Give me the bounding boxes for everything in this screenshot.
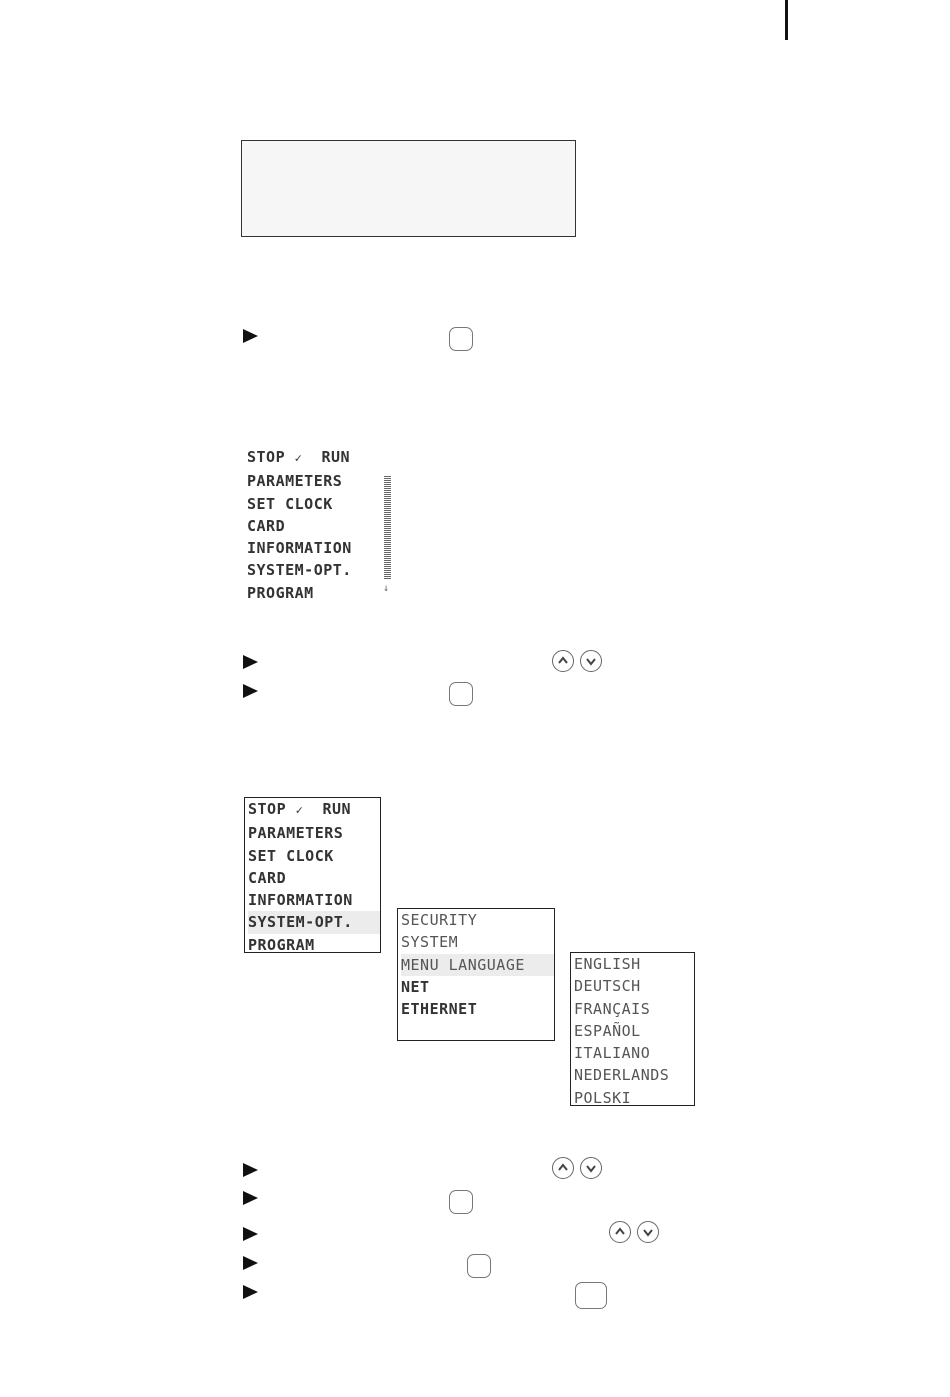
scroll-down-arrow-icon: ↓ <box>383 583 390 594</box>
status-run: RUN <box>322 800 352 818</box>
menu-item-parameters[interactable]: PARAMETERS <box>248 824 344 843</box>
menu-item-card[interactable]: CARD <box>248 868 287 887</box>
status-line <box>247 446 352 468</box>
lcd-display-box <box>241 140 576 237</box>
menu-item-system-opt[interactable]: SYSTEM-OPT. <box>248 911 380 933</box>
submenu-item-system[interactable]: SYSTEM <box>401 933 459 952</box>
main-menu <box>247 446 352 604</box>
menu-item-system-opt[interactable]: SYSTEM-OPT. <box>247 561 352 580</box>
step-bullet-icon <box>243 1285 258 1299</box>
status-stop: STOP <box>247 448 286 466</box>
language-item-francais[interactable]: FRANÇAIS <box>574 999 651 1018</box>
main-menu-framed <box>244 797 381 953</box>
menu-item-program[interactable]: PROGRAM <box>248 935 315 954</box>
ok-key-icon[interactable] <box>449 1190 473 1214</box>
language-item-english[interactable]: ENGLISH <box>574 955 641 973</box>
page-margin-line <box>785 0 788 40</box>
submenu-item-net[interactable]: NET <box>401 977 430 996</box>
language-item-nederlands[interactable]: NEDERLANDS <box>574 1066 670 1085</box>
menu-item-information[interactable]: INFORMATION <box>248 891 353 910</box>
cursor-up-icon[interactable] <box>609 1221 631 1243</box>
submenu-item-menu-language[interactable]: MENU LANGUAGE <box>401 954 554 976</box>
scrollbar[interactable] <box>384 476 391 580</box>
cursor-down-icon[interactable] <box>580 650 602 672</box>
ok-key-icon[interactable] <box>449 327 473 351</box>
menu-item-program[interactable]: PROGRAM <box>247 583 314 602</box>
check-icon: ✓ <box>295 803 304 817</box>
step-bullet-icon <box>243 1191 258 1205</box>
language-item-italiano[interactable]: ITALIANO <box>574 1044 651 1063</box>
submenu-item-ethernet[interactable]: ETHERNET <box>401 1000 478 1019</box>
esc-key-icon[interactable] <box>575 1282 607 1309</box>
status-line <box>248 798 380 820</box>
ok-key-icon[interactable] <box>449 682 473 706</box>
step-bullet-icon <box>243 1256 258 1270</box>
cursor-up-icon[interactable] <box>552 650 574 672</box>
language-menu <box>570 952 695 1106</box>
check-icon: ✓ <box>294 451 303 465</box>
language-item-deutsch[interactable]: DEUTSCH <box>574 977 641 996</box>
language-item-polski[interactable]: POLSKI <box>574 1088 632 1107</box>
cursor-down-icon[interactable] <box>580 1157 602 1179</box>
system-opt-menu <box>397 908 555 1041</box>
status-run: RUN <box>321 448 351 466</box>
step-bullet-icon <box>243 1227 258 1241</box>
ok-key-icon[interactable] <box>467 1254 491 1278</box>
menu-item-information[interactable]: INFORMATION <box>247 539 352 558</box>
step-bullet-icon <box>243 655 258 669</box>
language-item-espanol[interactable]: ESPAÑOL <box>574 1021 641 1040</box>
step-bullet-icon <box>243 684 258 698</box>
menu-item-set-clock[interactable]: SET CLOCK <box>248 846 334 865</box>
menu-item-card[interactable]: CARD <box>247 516 286 535</box>
status-stop: STOP <box>248 800 287 818</box>
menu-item-set-clock[interactable]: SET CLOCK <box>247 494 333 513</box>
cursor-down-icon[interactable] <box>637 1221 659 1243</box>
cursor-up-icon[interactable] <box>552 1157 574 1179</box>
step-bullet-icon <box>243 1163 258 1177</box>
menu-item-parameters[interactable]: PARAMETERS <box>247 472 343 491</box>
step-bullet-icon <box>243 329 258 343</box>
submenu-item-security[interactable]: SECURITY <box>401 911 478 929</box>
